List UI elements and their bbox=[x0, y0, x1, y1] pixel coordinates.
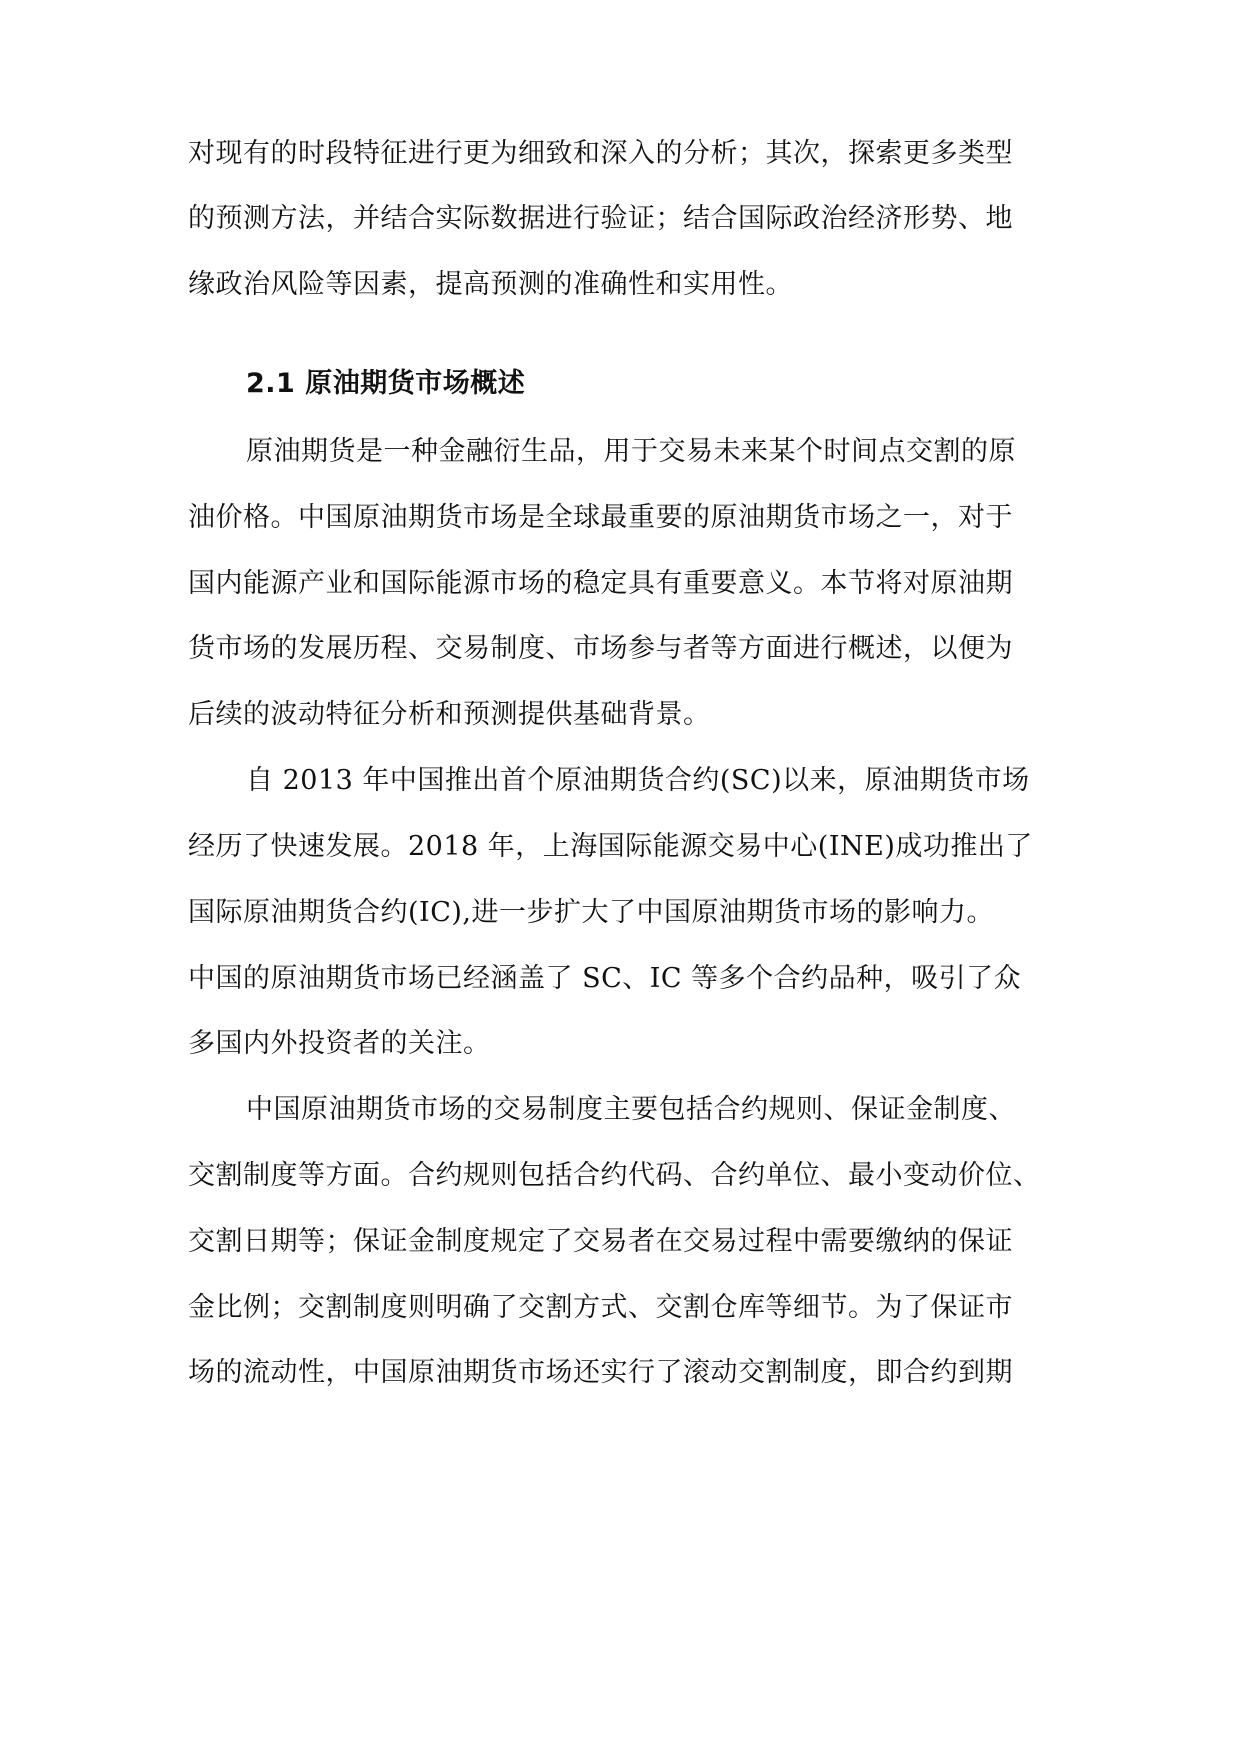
paragraph1-line-3: 国内能源产业和国际能源市场的稳定具有重要意义。本节将对原油期 bbox=[188, 568, 1013, 599]
intro-line-3: 缘政治风险等因素，提高预测的准确性和实用性。 bbox=[188, 269, 793, 300]
paragraph2-line-4: 中国的原油期货市场已经涵盖了 SC、IC 等多个合约品种，吸引了众 bbox=[188, 963, 1022, 994]
section-heading: 2.1 原油期货市场概述 bbox=[246, 368, 526, 399]
paragraph2-line-5: 多国内外投资者的关注。 bbox=[188, 1028, 491, 1059]
paragraph3-line-2: 交割制度等方面。合约规则包括合约代码、合约单位、最小变动价位、 bbox=[188, 1160, 1041, 1191]
paragraph3-line-5: 场的流动性，中国原油期货市场还实行了滚动交割制度，即合约到期 bbox=[188, 1357, 1013, 1388]
paragraph2-line-1: 自 2013 年中国推出首个原油期货合约(SC)以来，原油期货市场 bbox=[246, 765, 1030, 796]
paragraph1-line-2: 油价格。中国原油期货市场是全球最重要的原油期货市场之一，对于 bbox=[188, 502, 1013, 533]
paragraph2-line-2: 经历了快速发展。2018 年，上海国际能源交易中心(INE)成功推出了 bbox=[188, 831, 1033, 862]
intro-line-1: 对现有的时段特征进行更为细致和深入的分析；其次，探索更多类型 bbox=[188, 138, 1013, 169]
paragraph2-line-3: 国际原油期货合约(IC),进一步扩大了中国原油期货市场的影响力。 bbox=[188, 897, 994, 928]
paragraph1-line-4: 货市场的发展历程、交易制度、市场参与者等方面进行概述，以便为 bbox=[188, 633, 1013, 664]
paragraph3-line-1: 中国原油期货市场的交易制度主要包括合约规则、保证金制度、 bbox=[246, 1094, 1016, 1125]
paragraph1-line-1: 原油期货是一种金融衍生品，用于交易未来某个时间点交割的原 bbox=[246, 436, 1016, 467]
intro-line-2: 的预测方法，并结合实际数据进行验证；结合国际政治经济形势、地 bbox=[188, 203, 1013, 234]
paragraph1-line-5: 后续的波动特征分析和预测提供基础背景。 bbox=[188, 699, 711, 730]
paragraph3-line-3: 交割日期等；保证金制度规定了交易者在交易过程中需要缴纳的保证 bbox=[188, 1226, 1013, 1257]
paragraph3-line-4: 金比例；交割制度则明确了交割方式、交割仓库等细节。为了保证市 bbox=[188, 1292, 1013, 1323]
